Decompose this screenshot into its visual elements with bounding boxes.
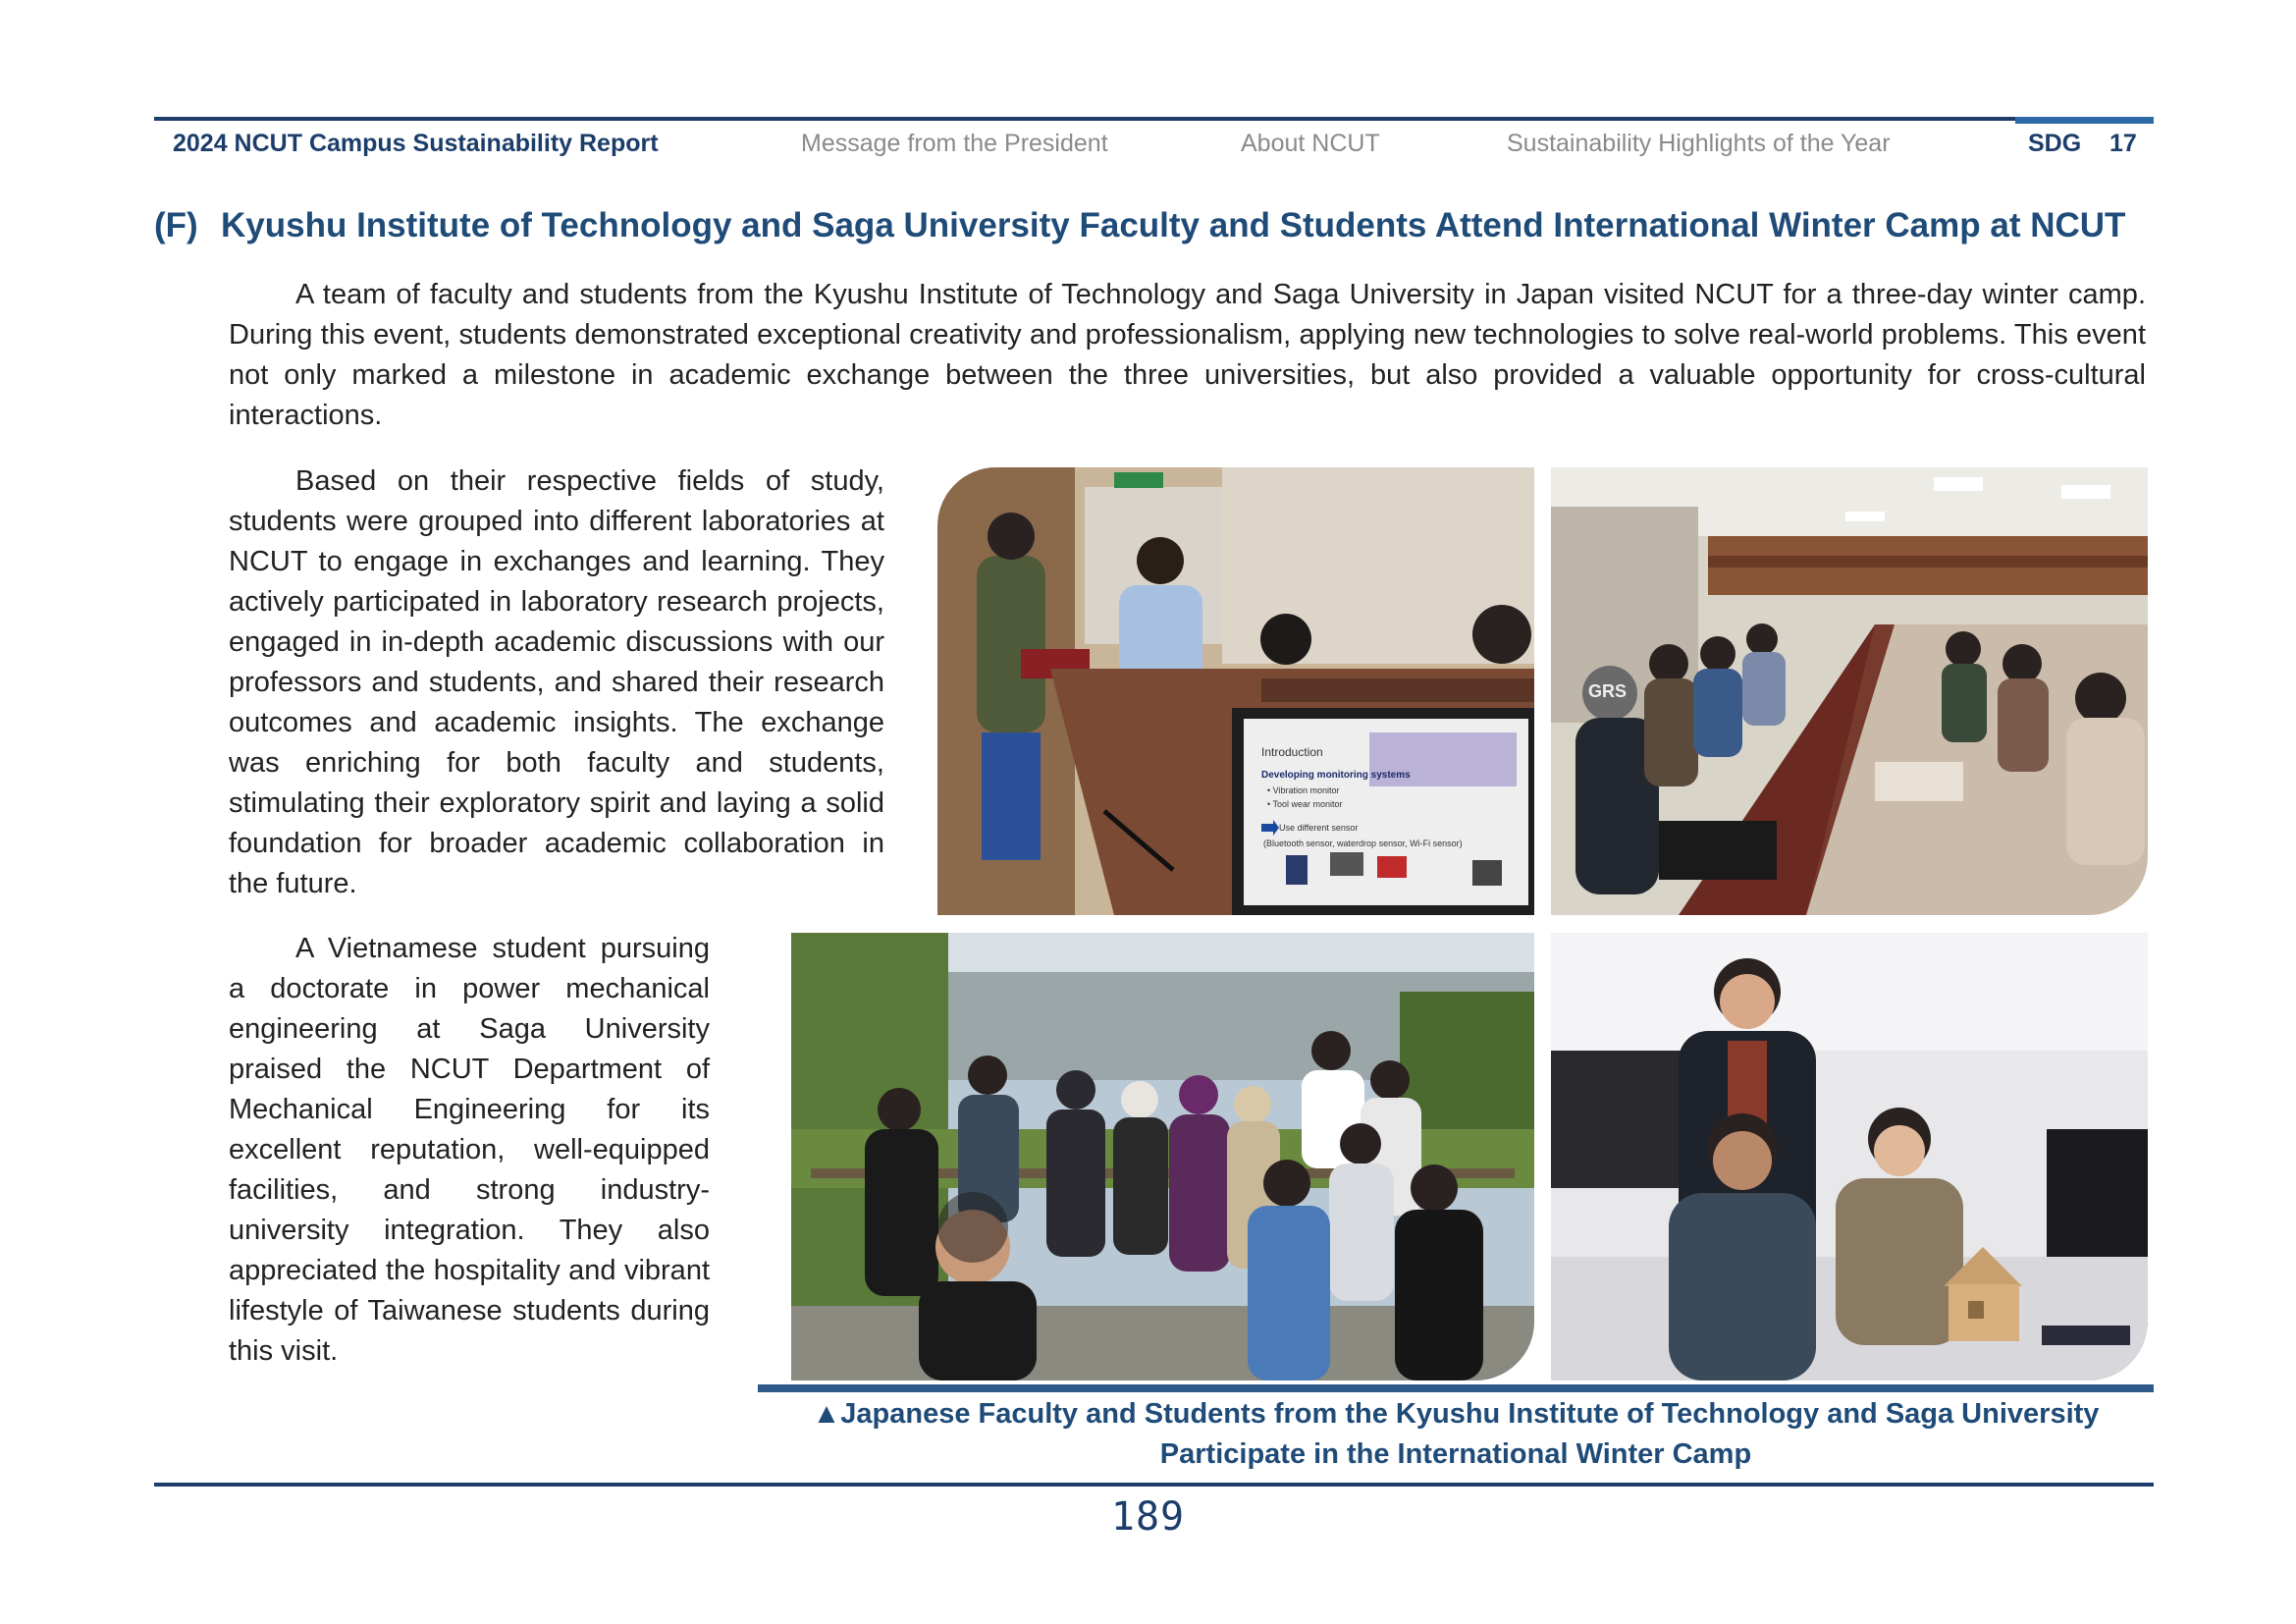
screen-arrow-text: Use different sensor [1279, 823, 1359, 833]
caption-line-2: Participate in the International Winter Camp [1159, 1438, 1752, 1470]
photo-caption [758, 1394, 2154, 1475]
nav-about-ncut[interactable]: About NCUT [1241, 130, 1380, 157]
section-label: (F) [154, 206, 198, 244]
labs-paragraph: Based on their respective fields of study, students were grouped into different laboratories at NCUT to engage in exchanges and learning. They actively participated in laboratory research projects, engaged in in-depth academic discussions with our professors and students, and shared their research outcomes and academic insights. The exchange was enriching for both faculty and students, stimulating their exploratory spirit and laying a solid foundation for broader academic collaboration in the future. [229, 465, 884, 899]
screen-sensor-list: (Bluetooth sensor, waterdrop sensor, Wi-Fi sensor) [1263, 839, 1463, 848]
header-rule-accent [2015, 117, 2154, 124]
report-title: 2024 NCUT Campus Sustainability Report [173, 130, 659, 157]
caption-line-1: ▲Japanese Faculty and Students from the Kyushu Institute of Technology and Saga University [812, 1398, 2100, 1430]
section-title-text: Kyushu Institute of Technology and Saga University Faculty and Students Attend International Winter Camp at NCUT [221, 206, 2126, 244]
caption-rule [758, 1384, 2154, 1392]
beanie-text: GRS [1588, 681, 1628, 701]
header-rule [154, 117, 2154, 121]
footer-rule [154, 1483, 2154, 1487]
screen-bullet-1: • Vibration monitor [1267, 785, 1340, 795]
intro-paragraph: A team of faculty and students from the Kyushu Institute of Technology and Saga University in Japan visited NCUT for a three-day winter camp. During this event, students demonstrated exceptional creativity and professionalism, applying new technologies to solve real-world problems. This event not only marked a milestone in academic exchange between the three universities, but also provided a valuable opportunity for cross-cultural interactions. [229, 279, 2146, 431]
sdg-number: 17 [2109, 130, 2137, 157]
photo-lab-group [1551, 933, 2148, 1380]
section-title [154, 206, 2154, 245]
screen-title: Introduction [1261, 745, 1323, 759]
page-number: 189 [1110, 1494, 1186, 1540]
screen-bullet-2: • Tool wear monitor [1267, 799, 1343, 809]
nav-message-from-president[interactable]: Message from the President [801, 130, 1108, 157]
vietnamese-student-paragraph: A Vietnamese student pursuing a doctorate in power mechanical engineering at Saga University praised the NCUT Department of Mechanical Engineering for its excellent reputation, well-equipped facilities, and strong industry-university integration. They also appreciated the hospitality and vibrant lifestyle of Taiwanese students during this visit. [229, 933, 710, 1367]
nav-sustainability-highlights[interactable]: Sustainability Highlights of the Year [1507, 130, 1891, 157]
photo-presentation [937, 467, 1534, 915]
photo-lecture-hall [1551, 467, 2148, 915]
screen-heading: Developing monitoring systems [1261, 770, 1411, 781]
photo-group-selfie [791, 933, 1534, 1380]
sdg-label: SDG [2028, 130, 2082, 157]
